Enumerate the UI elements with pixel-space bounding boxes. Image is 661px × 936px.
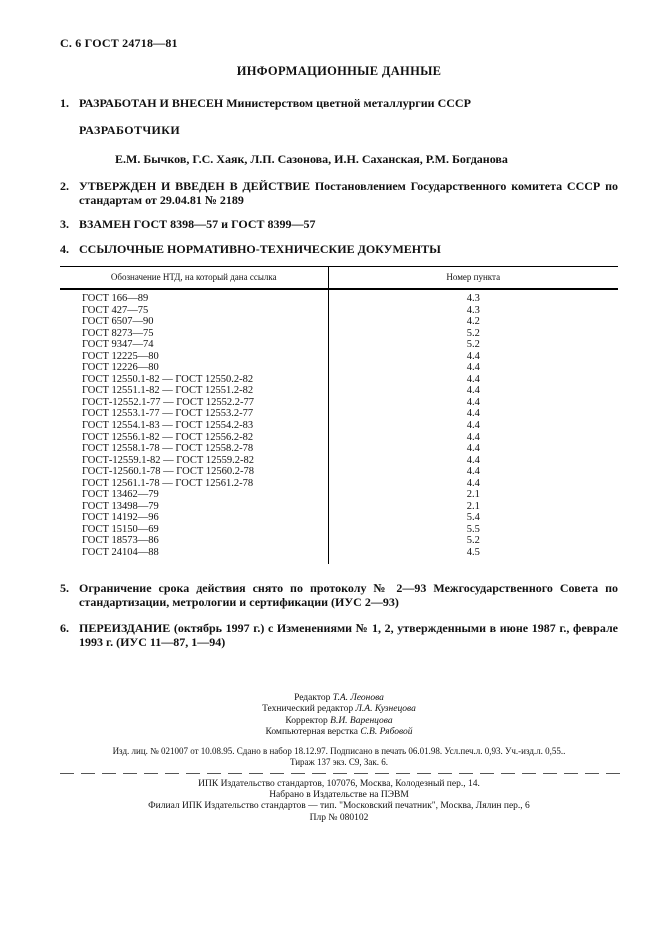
punkt-cell: 4.3 (466, 293, 480, 304)
table-row (60, 339, 618, 351)
publisher-line-1: ИПК Издательство стандартов, 107076, Москва, Колодезный пер., 14. (198, 778, 480, 789)
credit-role: Корректор (285, 715, 328, 726)
publisher-block (60, 779, 618, 824)
table-row (60, 466, 618, 478)
table-row (60, 385, 618, 397)
punkt-cell: 4.4 (466, 385, 480, 397)
section-number: 6. (60, 620, 69, 635)
table-row (60, 408, 618, 420)
punkt-cell: 4.4 (466, 373, 480, 385)
publisher-line-4: Плр № 080102 (309, 812, 369, 823)
ntd-cell: ГОСТ 15150—69 (60, 524, 328, 536)
punkt-cell: 4.5 (466, 547, 480, 559)
punkt-cell: 4.2 (466, 316, 480, 328)
table-row (60, 351, 618, 363)
credit-role: Компьютерная верстка (265, 727, 358, 738)
ntd-cell: ГОСТ 9347—74 (60, 339, 328, 351)
credits-line (60, 727, 618, 739)
table-row (60, 489, 618, 501)
section-text: РАЗРАБОТАН И ВНЕСЕН Министерством цветной металлургии СССР (79, 96, 471, 110)
section-5 (60, 581, 618, 609)
ntd-cell: ГОСТ 12550.1-82 — ГОСТ 12550.2-82 (60, 374, 328, 386)
publisher-line-3: Филиал ИПК Издательство стандартов — тип. "Московский печатник", Москва, Лялин пер., 6 (148, 801, 530, 812)
ntd-cell: ГОСТ 12554.1-83 — ГОСТ 12554.2-83 (60, 420, 328, 432)
imprint-line-1: Изд. лиц. № 021007 от 10.08.95. Сдано в набор 18.12.97. Подписано в печать 06.01.98. Усл.печ.л. 0,93. Уч.-изд.л. 0,55.. (112, 745, 566, 756)
credit-name: Т.А. Леонова (332, 692, 384, 703)
table-row (60, 535, 618, 547)
ntd-cell: ГОСТ 12551.1-82 — ГОСТ 12551.2-82 (60, 385, 328, 397)
section-text: ВЗАМЕН ГОСТ 8398—57 и ГОСТ 8399—57 (79, 217, 316, 231)
section-6 (60, 621, 618, 649)
credits-line (60, 693, 618, 705)
ntd-cell: ГОСТ 12556.1-82 — ГОСТ 12556.2-82 (60, 432, 328, 444)
ntd-cell: ГОСТ 12561.1-78 — ГОСТ 12561.2-78 (60, 478, 328, 490)
table-row (60, 443, 618, 455)
ntd-cell: ГОСТ 8273—75 (60, 328, 328, 340)
section-number: 5. (60, 580, 69, 595)
table-row (60, 501, 618, 513)
section-number: 2. (60, 179, 69, 193)
credits-block (60, 693, 618, 739)
ntd-cell: ГОСТ 12226—80 (60, 362, 328, 374)
table-row (60, 289, 618, 305)
ntd-cell: ГОСТ 12553.1-77 — ГОСТ 12553.2-77 (60, 408, 328, 420)
table-row (60, 455, 618, 467)
punkt-cell: 2.1 (466, 500, 480, 512)
ntd-cell: ГОСТ 14192—96 (60, 512, 328, 524)
credits-line (60, 704, 618, 716)
punkt-cell: 4.4 (466, 431, 480, 443)
ntd-cell: ГОСТ 24104—88 (60, 547, 328, 559)
table-row (60, 305, 618, 317)
punkt-cell: 4.4 (466, 362, 480, 374)
table-header-row (60, 267, 618, 290)
ntd-cell: ГОСТ 18573—86 (60, 535, 328, 547)
table-row (60, 374, 618, 386)
section-number: 1. (60, 96, 69, 110)
table-row (60, 478, 618, 490)
table-row (60, 524, 618, 536)
ntd-cell: ГОСТ 12225—80 (60, 351, 328, 363)
punkt-cell: 5.2 (466, 535, 480, 547)
punkt-cell: 4.4 (466, 408, 480, 420)
table-row (60, 316, 618, 328)
table-row (60, 328, 618, 340)
ntd-cell: ГОСТ 12558.1-78 — ГОСТ 12558.2-78 (60, 443, 328, 455)
section-4 (60, 242, 618, 256)
table-row (60, 547, 618, 559)
punkt-cell: 5.4 (466, 512, 480, 524)
section-2 (60, 179, 618, 207)
credit-name: Л.А. Кузнецова (355, 704, 416, 715)
punkt-cell: 4.4 (466, 350, 480, 362)
section-1 (60, 96, 618, 110)
table-divider-extension (60, 559, 618, 564)
ntd-cell: ГОСТ 427—75 (60, 305, 328, 317)
punkt-cell: 4.4 (466, 443, 480, 455)
table-header-ntd: Обозначение НТД, на который дана ссылка (60, 267, 328, 290)
table-row (60, 432, 618, 444)
section-number: 4. (60, 242, 69, 256)
punkt-cell: 4.4 (466, 420, 480, 432)
punkt-cell: 4.4 (466, 466, 480, 478)
imprint-block (60, 746, 618, 768)
reference-table (60, 266, 618, 564)
punkt-cell: 4.4 (466, 396, 480, 408)
ntd-cell: ГОСТ-12552.1-77 — ГОСТ 12552.2-77 (60, 397, 328, 409)
ntd-cell: ГОСТ 6507—90 (60, 316, 328, 328)
table-row (60, 397, 618, 409)
punkt-cell: 5.5 (466, 523, 480, 535)
punkt-cell: 4.3 (466, 304, 480, 316)
imprint-line-2: Тираж 137 экз. С9, Зак. 6. (289, 756, 389, 767)
punkt-cell: 4.4 (466, 477, 480, 489)
credit-name: С.В. Рябовой (360, 727, 413, 738)
dashed-divider (60, 772, 620, 774)
ntd-cell: ГОСТ 13462—79 (60, 489, 328, 501)
credit-role: Редактор (294, 692, 331, 703)
page-header: С. 6 ГОСТ 24718—81 (60, 36, 178, 50)
developers-names: Е.М. Бычков, Г.С. Хаяк, Л.П. Сазонова, И.Н. Саханская, Р.М. Богданова (115, 152, 508, 166)
ntd-cell: ГОСТ 166—89 (60, 289, 328, 305)
page-title: ИНФОРМАЦИОННЫЕ ДАННЫЕ (236, 64, 442, 78)
table-row (60, 512, 618, 524)
section-text: УТВЕРЖДЕН И ВВЕДЕН В ДЕЙСТВИЕ Постановлением Государственного комитета СССР по стандартам от 29.04.81 № 2189 (79, 179, 618, 207)
punkt-cell: 5.2 (466, 339, 480, 351)
table-header-punkt: Номер пункта (328, 267, 618, 290)
publisher-line-2: Набрано в Издательстве на ПЭВМ (269, 790, 409, 801)
credit-role: Технический редактор (262, 704, 354, 715)
credits-line (60, 716, 618, 728)
developers-heading: РАЗРАБОТЧИКИ (79, 123, 181, 137)
ntd-cell: ГОСТ-12559.1-82 — ГОСТ 12559.2-82 (60, 455, 328, 467)
ntd-cell: ГОСТ 13498—79 (60, 501, 328, 513)
ntd-cell: ГОСТ-12560.1-78 — ГОСТ 12560.2-78 (60, 466, 328, 478)
punkt-cell: 4.4 (466, 454, 480, 466)
section-text: ССЫЛОЧНЫЕ НОРМАТИВНО-ТЕХНИЧЕСКИЕ ДОКУМЕНТЫ (79, 242, 441, 256)
section-text: ПЕРЕИЗДАНИЕ (октябрь 1997 г.) с Изменениями № 1, 2, утвержденными в июне 1987 г., феврале 1993 г. (ИУС 11—87, 1—94) (79, 620, 618, 649)
punkt-cell: 2.1 (466, 489, 480, 501)
punkt-cell: 5.2 (466, 327, 480, 339)
credit-name: В.И. Варенцова (330, 715, 393, 726)
table-row (60, 420, 618, 432)
section-3 (60, 217, 618, 231)
section-number: 3. (60, 217, 69, 231)
reference-table-body (60, 289, 618, 559)
table-row (60, 362, 618, 374)
section-text: Ограничение срока действия снято по протоколу № 2—93 Межгосударственного Совета по стандартизации, метрологии и сертификации (ИУС 2—93) (79, 580, 618, 609)
